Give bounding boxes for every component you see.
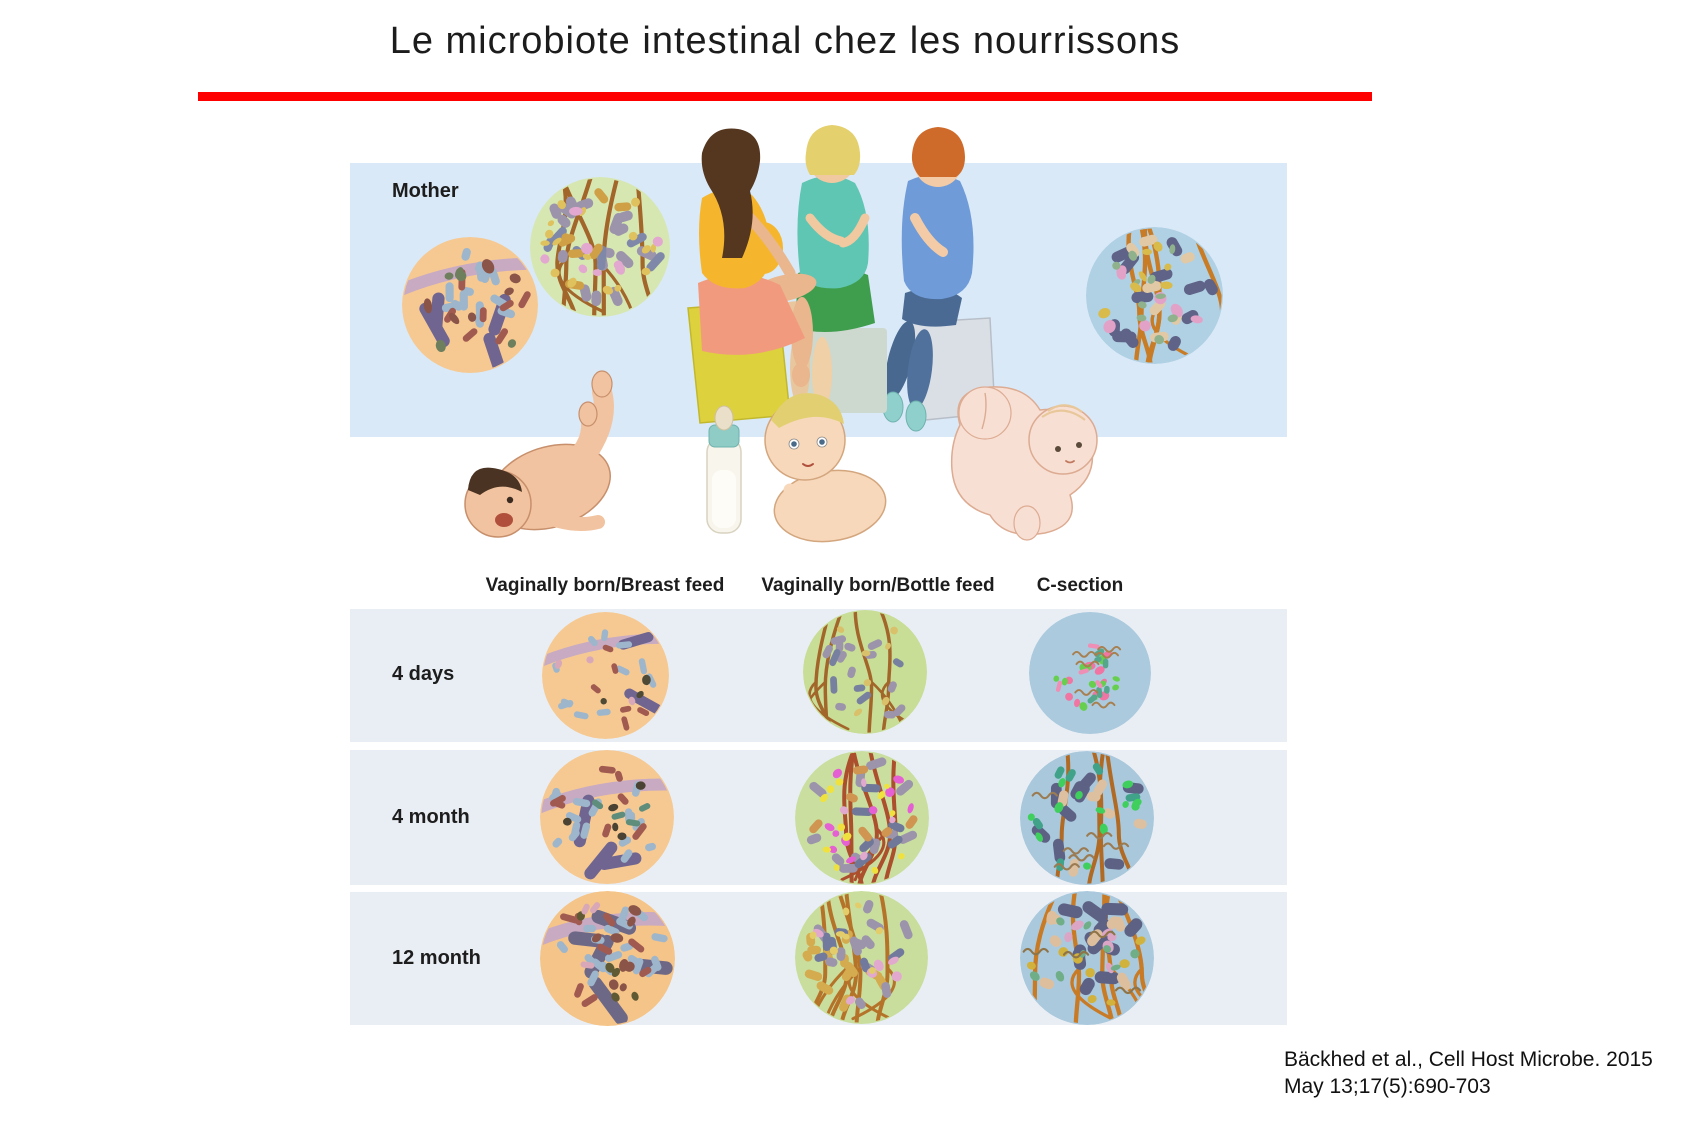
microbiota-4days-vaginal-breastfed [542, 612, 669, 739]
citation-line-2: May 13;17(5):690-703 [1284, 1075, 1491, 1098]
baby-c-section-illustration [930, 365, 1110, 557]
mother-microbiota-circle-2 [530, 177, 670, 317]
column-label-vaginal-bottlefed: Vaginally born/Bottle feed [761, 575, 995, 596]
row-label-12-month: 12 month [392, 947, 481, 969]
slide-title: Le microbiote intestinal chez les nourrissons [389, 20, 1181, 62]
baby-vaginally-born-breastfed-illustration [450, 362, 645, 562]
microbiota-4days-vaginal-bottlefed [803, 610, 927, 734]
microbiota-4month-c-section [1020, 751, 1154, 885]
row-label-4-days: 4 days [392, 663, 455, 685]
microbiota-4days-c-section [1029, 612, 1151, 734]
microbiota-12month-vaginal-bottlefed [795, 891, 928, 1024]
baby-vaginally-born-bottlefed-illustration [695, 378, 890, 558]
mother-microbiota-circle-3 [1086, 227, 1223, 364]
microbiota-12month-c-section [1020, 891, 1154, 1025]
column-label-vaginal-breastfed: Vaginally born/Breast feed [485, 575, 725, 596]
title-underline [198, 92, 1372, 101]
citation [1284, 1046, 1653, 1100]
microbiota-12month-vaginal-breastfed [540, 891, 675, 1026]
citation-line-1: Bäckhed et al., Cell Host Microbe. 2015 [1284, 1048, 1653, 1071]
microbiota-4month-vaginal-breastfed [540, 750, 674, 884]
row-label-4-month: 4 month [392, 806, 470, 828]
microbiota-4month-vaginal-bottlefed [795, 751, 929, 885]
column-label-c-section: C-section [1036, 575, 1124, 596]
mother-label: Mother [392, 180, 459, 202]
mother-microbiota-circle-1 [402, 237, 538, 373]
